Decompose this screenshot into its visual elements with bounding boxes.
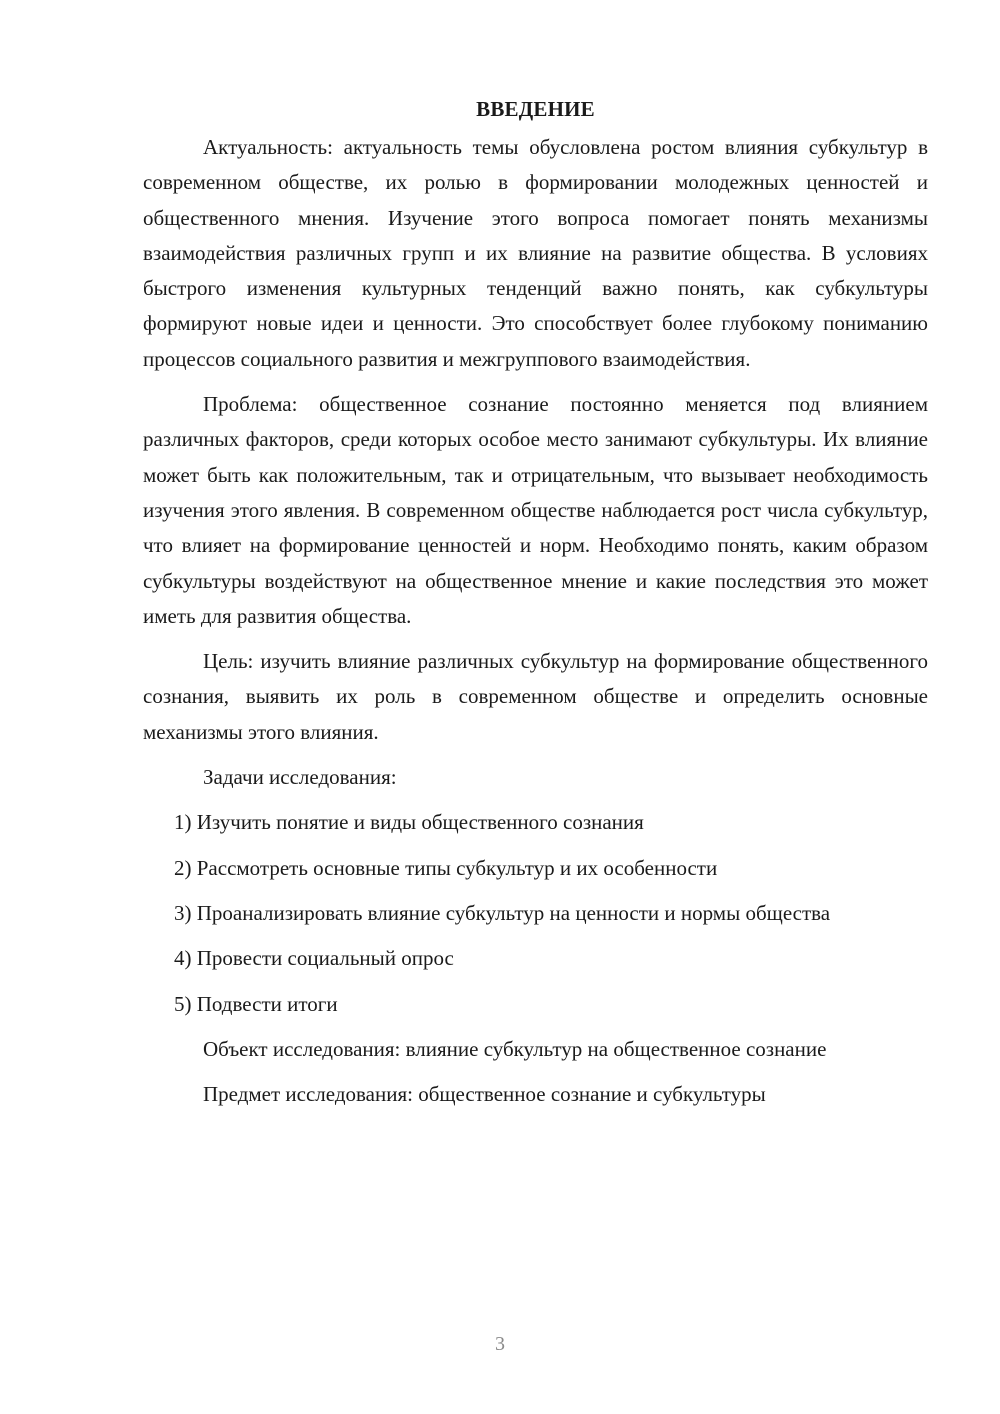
paragraph-relevance: Актуальность: актуальность темы обусловлена ростом влияния субкультур в современном обществе, их ролью в формировании молодежных ценностей и общественного мнения. Изучение этого вопроса помогает понять механизмы взаимодействия различных групп и их влияние на развитие общества. В условиях быстрого изменения культурных тенденций важно понять, как субкультуры формируют новые идеи и ценности. Это способствует более глубокому пониманию процессов социального развития и межгруппового взаимодействия.: [143, 135, 928, 371]
page-number: 3: [495, 1333, 505, 1355]
task-item: 2) Рассмотреть основные типы субкультур и их особенности: [174, 855, 718, 880]
paragraph-subject: Предмет исследования: общественное сознание и субкультуры: [203, 1082, 766, 1107]
task-item: 4) Провести социальный опрос: [174, 946, 454, 971]
paragraph-object: Объект исследования: влияние субкультур на общественное сознание: [203, 1036, 827, 1061]
section-title: ВВЕДЕНИЕ: [476, 97, 595, 121]
task-item: 1) Изучить понятие и виды общественного сознания: [174, 810, 644, 835]
document-page: [143, 92, 928, 1122]
paragraph-problem: Проблема: общественное сознание постоянно меняется под влиянием различных факторов, среди которых особое место занимают субкультуры. Их влияние может быть как положительным, так и отрицательным, что вызывает необходимость изучения этого явления. В современном обществе наблюдается рост числа субкультур, что влияет на формирование ценностей и норм. Необходимо понять, каким образом субкультуры воздействуют на общественное мнение и какие последствия это может иметь для развития общества.: [143, 392, 928, 628]
paragraph-goal: Цель: изучить влияние различных субкультур на формирование общественного сознания, выявить их роль в современном обществе и определить основные механизмы этого влияния.: [143, 649, 928, 744]
task-item: 3) Проанализировать влияние субкультур на ценности и нормы общества: [174, 900, 831, 925]
task-item: 5) Подвести итоги: [174, 991, 338, 1016]
tasks-heading: Задачи исследования:: [203, 765, 397, 790]
